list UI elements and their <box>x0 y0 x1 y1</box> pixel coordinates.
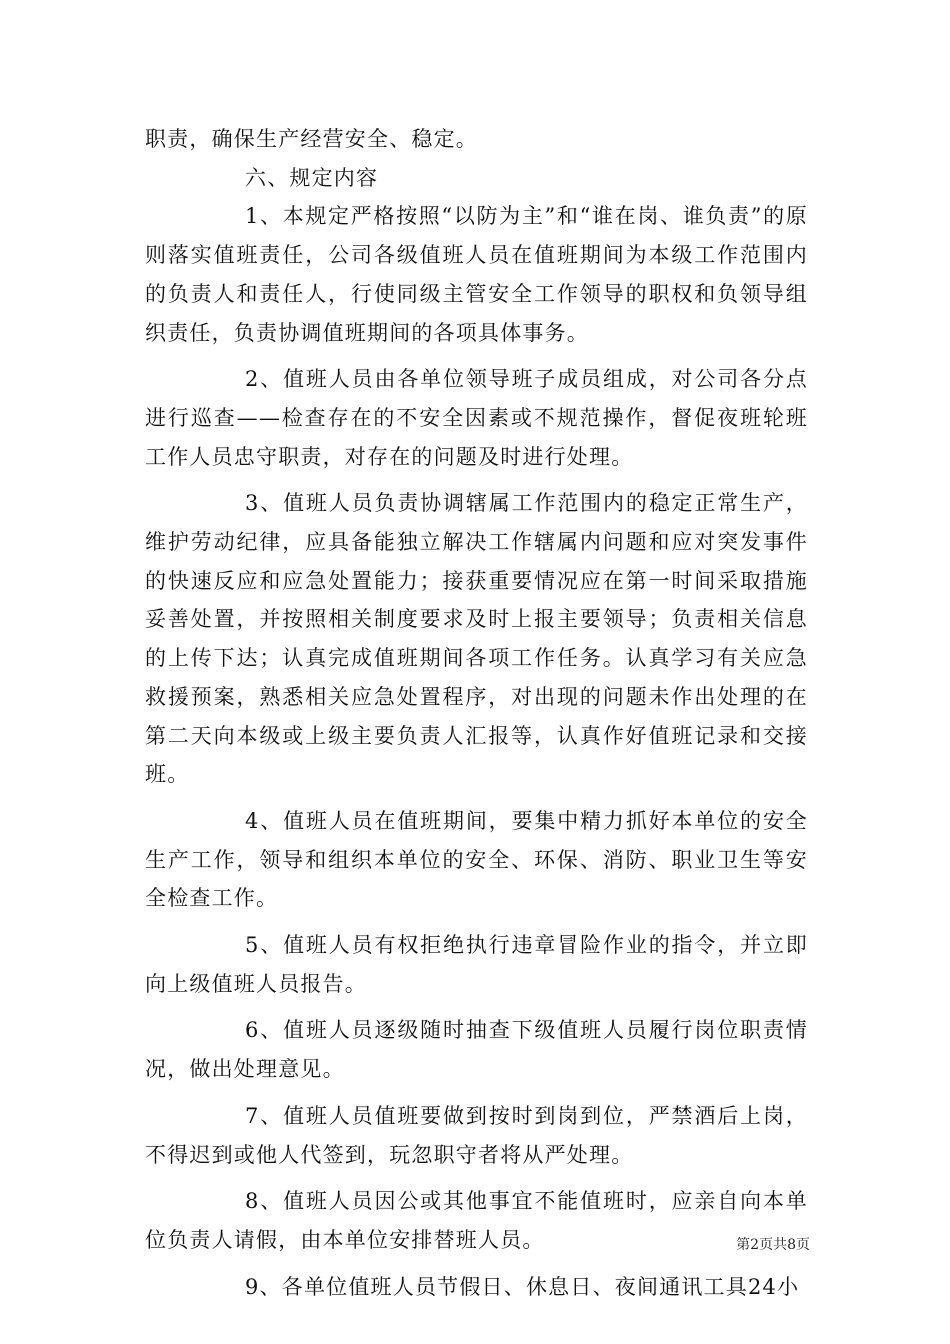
clause-9: 9、各单位值班人员节假日、休息日、夜间通讯工具24小 <box>245 1274 800 1299</box>
lead-paragraph: 职责，确保生产经营安全、稳定。 <box>145 127 478 151</box>
document-body <box>145 120 808 1306</box>
clause-3: 3、值班人员负责协调辖属工作范围内的稳定正常生产，维护劳动纪律，应具备能独立解决工作辖属内问题和应对突发事件的快速反应和应急处置能力；接获重要情况应在第一时间采取措施妥善处置，并按照相关制度要求及时上报主要领导；负责相关信息的上传下达；认真完成值班期间各项工作任务。认真学习有关应急救援预案，熟悉相关应急处置程序，对出现的问题未作出处理的在第二天向本级或上级主要负责人汇报等，认真作好值班记录和交接班。 <box>145 491 808 787</box>
clause-6: 6、值班人员逐级随时抽查下级值班人员履行岗位职责情况，做出处理意见。 <box>145 1018 808 1082</box>
clause-8: 8、值班人员因公或其他事宜不能值班时，应亲自向本单位负责人请假，由本单位安排替班人员。 <box>145 1189 808 1252</box>
clause-5: 5、值班人员有权拒绝执行违章冒险作业的指令，并立即向上级值班人员报告。 <box>145 933 808 996</box>
section-heading: 六、规定内容 <box>245 165 379 190</box>
clause-2: 2、值班人员由各单位领导班子成员组成，对公司各分点进行巡查——检查存在的不安全因素或不规范操作，督促夜班轮班工作人员忠守职责，对存在的问题及时进行处理。 <box>145 367 808 469</box>
clause-1: 1、本规定严格按照“以防为主”和“谁在岗、谁负责”的原则落实值班责任，公司各级值班人员在值班期间为本级工作范围内的负责人和责任人，行使同级主管安全工作领导的职权和负领导组织责任，负责协调值班期间的各项具体事务。 <box>145 204 808 345</box>
page-number: 第2页共8页 <box>736 1237 810 1253</box>
clause-4: 4、值班人员在值班期间，要集中精力抓好本单位的安全生产工作，领导和组织本单位的安全、环保、消防、职业卫生等安全检查工作。 <box>145 808 808 911</box>
clause-7: 7、值班人员值班要做到按时到岗到位，严禁酒后上岗，不得迟到或他人代签到，玩忽职守者将从严处理。 <box>145 1103 808 1167</box>
